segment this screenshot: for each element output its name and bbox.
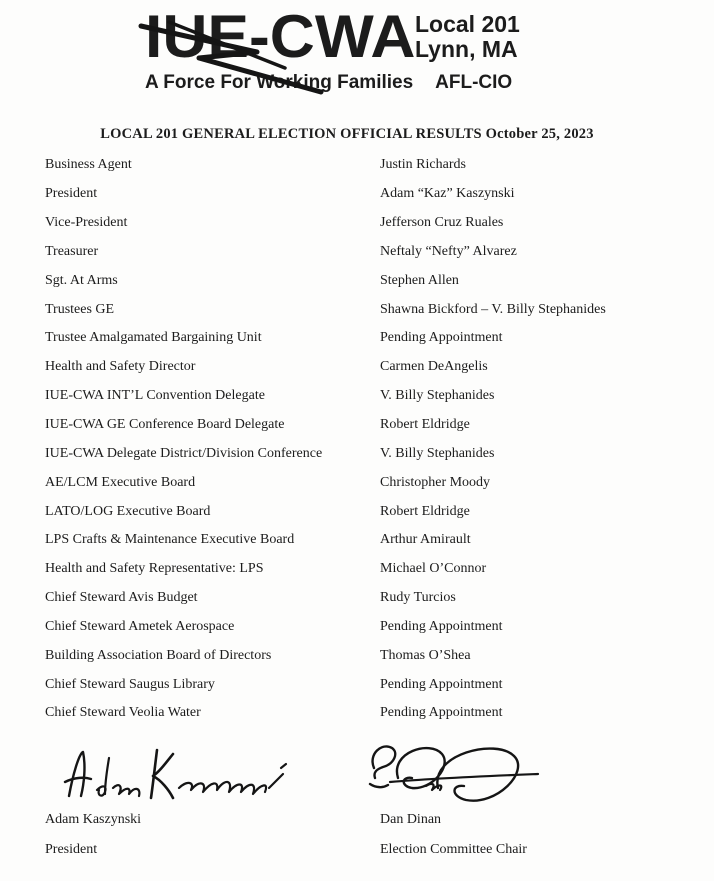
result-row: [45, 526, 714, 555]
logo-tagline-text: A Force For Working Families: [145, 72, 414, 93]
result-row: [45, 497, 714, 526]
result-row: [45, 670, 714, 699]
elected-name: Jefferson Cruz Ruales: [380, 215, 504, 231]
result-row: [45, 555, 714, 584]
result-row: [45, 613, 714, 642]
position-label: Vice-President: [45, 215, 128, 231]
result-row: [45, 468, 714, 497]
signature-dan-dinan-icon: [366, 736, 541, 812]
position-label: IUE-CWA Delegate District/Division Conference: [45, 445, 323, 461]
position-label: Chief Steward Avis Budget: [45, 590, 198, 606]
position-label: Building Association Board of Directors: [45, 647, 272, 663]
elected-name: Rudy Turcios: [380, 590, 456, 606]
elected-name: Pending Appointment: [380, 705, 503, 721]
position-label: Treasurer: [45, 243, 99, 259]
position-label: President: [45, 186, 98, 202]
signer-title-right: Election Committee Chair: [380, 842, 527, 857]
result-row: [45, 641, 714, 670]
elected-name: Robert Eldridge: [380, 503, 470, 519]
position-label: Trustees GE: [45, 301, 115, 317]
result-row: [45, 382, 714, 411]
position-label: Chief Steward Saugus Library: [45, 676, 215, 692]
elected-name: Arthur Amirault: [380, 532, 471, 548]
results-list: [45, 151, 714, 728]
result-row: [45, 439, 714, 468]
result-row: [45, 584, 714, 613]
elected-name: Michael O’Connor: [380, 561, 487, 577]
logo-city-text: Lynn, MA: [414, 36, 518, 62]
position-label: LATO/LOG Executive Board: [45, 503, 211, 519]
logo-brand-text: IUE-CWA: [145, 3, 416, 70]
elected-name: Carmen DeAngelis: [380, 359, 488, 375]
result-row: [45, 324, 714, 353]
result-row: [45, 353, 714, 382]
result-row: [45, 151, 714, 180]
position-label: Chief Steward Ametek Aerospace: [45, 618, 235, 634]
elected-name: Neftaly “Nefty” Alvarez: [380, 243, 517, 259]
union-logo: [145, 3, 520, 94]
result-row: [45, 180, 714, 209]
elected-name: Christopher Moody: [380, 474, 491, 490]
page-title: LOCAL 201 GENERAL ELECTION OFFICIAL RESULTS October 25, 2023: [100, 126, 594, 142]
elected-name: Shawna Bickford – V. Billy Stephanides: [380, 301, 606, 317]
elected-name: Justin Richards: [380, 157, 466, 173]
signer-title-left: President: [45, 842, 98, 857]
signature-adam-kaszynski-icon: [59, 744, 299, 804]
elected-name: Adam “Kaz” Kaszynski: [380, 186, 515, 202]
position-label: IUE-CWA INT’L Convention Delegate: [45, 388, 265, 404]
result-row: [45, 209, 714, 238]
result-row: [45, 295, 714, 324]
signer-name-left: Adam Kaszynski: [45, 812, 142, 827]
logo-local-text: Local 201: [414, 11, 520, 37]
elected-name: Thomas O’Shea: [380, 647, 471, 663]
position-label: Health and Safety Representative: LPS: [45, 561, 264, 577]
elected-name: V. Billy Stephanides: [380, 445, 495, 461]
result-row: [45, 266, 714, 295]
position-label: Sgt. At Arms: [45, 272, 118, 288]
logo-affiliation-text: AFL-CIO: [435, 72, 513, 93]
signer-name-right: Dan Dinan: [380, 812, 442, 827]
result-row: [45, 411, 714, 440]
signature-section: [45, 736, 714, 872]
result-row: [45, 238, 714, 267]
result-row: [45, 699, 714, 728]
position-label: LPS Crafts & Maintenance Executive Board: [45, 532, 295, 548]
elected-name: Robert Eldridge: [380, 417, 470, 433]
elected-name: Pending Appointment: [380, 618, 503, 634]
elected-name: Stephen Allen: [380, 272, 459, 288]
position-label: IUE-CWA GE Conference Board Delegate: [45, 417, 285, 433]
position-label: AE/LCM Executive Board: [45, 474, 196, 490]
elected-name: Pending Appointment: [380, 676, 503, 692]
elected-name: V. Billy Stephanides: [380, 388, 495, 404]
position-label: Chief Steward Veolia Water: [45, 705, 201, 721]
elected-name: Pending Appointment: [380, 330, 503, 346]
position-label: Trustee Amalgamated Bargaining Unit: [45, 330, 262, 346]
position-label: Business Agent: [45, 157, 132, 173]
position-label: Health and Safety Director: [45, 359, 196, 375]
